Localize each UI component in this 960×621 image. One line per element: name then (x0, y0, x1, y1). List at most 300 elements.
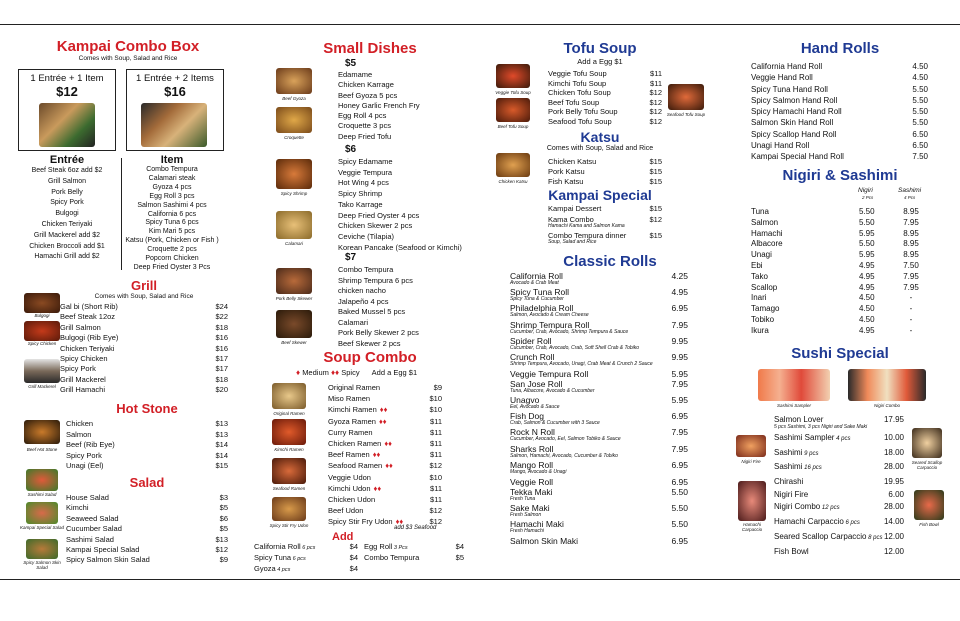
item-price: 5.50 (912, 107, 928, 117)
chili-icon: ♦♦ (372, 450, 381, 460)
item-desc: Cucumber, Avocado, Eel, Salmon Tobiko & Sauce (510, 436, 621, 443)
item-name-wrap (774, 461, 822, 474)
item-name: Cucumber Salad (66, 524, 122, 534)
kampai-special-item (548, 215, 662, 229)
combo-sub: Comes with Soup, Salad and Rice (78, 55, 178, 62)
item-qty: 8 pcs (866, 534, 883, 541)
item-name: Gal bi (Short Rib) (60, 302, 118, 311)
roll-item (510, 272, 688, 286)
item-price: $15 (649, 167, 662, 176)
item-name-wrap (510, 380, 595, 394)
small-dish-item: Croquette 3 pcs (338, 121, 391, 131)
chili-icon: ♦♦ (379, 405, 388, 415)
price-5-header: $5 (345, 58, 357, 69)
combo-box-photo (39, 103, 95, 147)
item-name: Seafood Ramen (328, 461, 383, 471)
salad-item (66, 535, 228, 545)
sushi-special-item (774, 546, 904, 557)
item-name: Kimchi Udon (328, 483, 371, 493)
hand-roll-item (751, 72, 928, 83)
item-list: Item Combo Tempura Calamari steak Gyoza 4 pcs Egg Roll 3 pcs Salmon Sashimi 4 pcs California 6 pcs Spicy Tuna 6 pcs Kim Mari 5 pcs Katsu (Pork, Chicken or Fish ) Croquette 2 pcs Popcorn Chicken Deep Fried Oyster 3 Pcs (122, 154, 222, 273)
entree-item: Spicy Pork (50, 199, 84, 207)
item-price: 7.95 (671, 319, 688, 330)
katsu-section: Katsu Comes with Soup, Salad and Rice (546, 129, 654, 152)
item-name: Chicken Tofu Soup (548, 88, 611, 98)
chili-icon: ♦♦ (373, 483, 382, 493)
classic-rolls-list (510, 272, 688, 547)
roll-item (510, 536, 688, 547)
item-name: San Jose Roll (510, 378, 563, 389)
item-price: $10 (429, 472, 442, 482)
small-dish-item: Tako Karrage (338, 199, 383, 209)
item-name: Beef Udon (328, 506, 364, 516)
item-name-wrap (510, 488, 553, 502)
item-name: Spicy Pork (60, 364, 96, 374)
item-name-wrap (510, 337, 639, 351)
item-name-wrap (774, 489, 808, 500)
item-name: Sashimi Salad (66, 534, 114, 544)
small-dish-item: Spicy Shrimp (338, 189, 383, 199)
item-name: Philadelphia Roll (510, 303, 574, 314)
item-price: $5 (455, 553, 464, 562)
add-left-list (254, 542, 358, 575)
soup-item (328, 460, 442, 471)
entree-item: Pork Belly (51, 188, 83, 196)
nigiri-item (751, 250, 923, 261)
item-name: Mango Roll (510, 459, 553, 470)
item-name: Fish Bowl (774, 546, 809, 556)
item-name: Chicken (66, 419, 94, 428)
sashimi-price: - (909, 304, 913, 314)
item-name: Veggie Udon (328, 472, 371, 482)
item-price: $3 (219, 493, 228, 502)
small-dish-item: Egg Roll 4 pcs (338, 111, 387, 121)
sushi-special-item (774, 447, 904, 460)
roll-item (510, 337, 688, 351)
item-name-wrap (548, 215, 625, 229)
item-name: Tako (751, 271, 768, 281)
item-name: Tekka Maki (510, 486, 553, 497)
item-qty: 4 pcs (834, 436, 851, 442)
small-7-list (338, 265, 419, 349)
item-name: Spicy Hamachi Hand Roll (751, 107, 842, 117)
soup-list (328, 382, 442, 528)
item-desc: Salmon, Hamachi, Avocado, Cucumber & Tobiko (510, 452, 618, 459)
item-name: Tamago (751, 304, 780, 314)
add-item (254, 553, 358, 564)
nigiri-list (751, 207, 923, 337)
item-name-wrap (774, 546, 809, 557)
hand-roll-item (751, 117, 928, 128)
item-name-wrap (510, 396, 559, 410)
item-name: Spicy Salmon Skin Salad (66, 555, 150, 565)
item-name: Ebi (751, 260, 763, 270)
item-price: 6.95 (671, 411, 688, 422)
item-price: 6.50 (912, 129, 928, 139)
item-price: $10 (429, 405, 442, 415)
item-name: Chicken Ramen (328, 439, 382, 449)
roll-item (510, 504, 688, 518)
nigiri-item (751, 293, 923, 304)
item-price: 4.95 (671, 287, 688, 298)
small-dish-item: Calamari (338, 317, 369, 327)
katsu-item (548, 167, 662, 177)
chili-icon: ♦♦ (385, 461, 393, 471)
small-dish-item: Ceviche (Tilapia) (338, 231, 394, 241)
price-6-header: $6 (345, 144, 357, 155)
entree-item: Grill Mackerel add $2 (33, 231, 101, 239)
item-name: Kimchi Ramen (328, 405, 377, 415)
item-name-wrap (328, 382, 380, 393)
item-name: Kama Combo (548, 215, 594, 224)
nigiri-item (751, 229, 923, 240)
grill-mackerel-photo (24, 359, 60, 383)
combo-item: Croquette 2 pcs (147, 246, 197, 254)
item-name-wrap (548, 204, 601, 213)
small-6-list (338, 157, 462, 253)
grill-item (60, 354, 228, 364)
item-name-wrap (510, 536, 578, 547)
nigiri-item (751, 315, 923, 326)
item-price: 17.95 (883, 415, 904, 424)
soup-item (328, 449, 442, 460)
sashimi-price: 7.50 (903, 260, 919, 270)
item-price: 7.50 (912, 152, 928, 162)
original-ramen-photo (272, 383, 306, 409)
small-dish-item: Veggie Tempura (338, 167, 393, 177)
beef-tofu-photo (496, 98, 530, 122)
kampai-special-section: Kampai Special (548, 187, 652, 203)
item-desc: 5 pcs Sashimi, 3 pcs Nigiri and Sake Maki (774, 424, 868, 430)
item-name: Beef Steak 12oz (60, 312, 116, 322)
kampai-salad-photo (26, 502, 58, 524)
hand-rolls-section: Hand Rolls (800, 40, 880, 57)
item-name: Combo Tempura (364, 553, 420, 562)
item-name: Original Ramen (328, 383, 381, 392)
item-name: Grill Hamachi (60, 385, 106, 395)
item-name: Kimchi Tofu Soup (548, 78, 607, 88)
item-name: Gyoza (254, 564, 276, 573)
item-name: Salmon (66, 429, 92, 439)
item-name-wrap (510, 304, 589, 318)
small-dish-item: Pork Belly Skewer 2 pcs (338, 328, 419, 337)
salad-item (66, 514, 228, 524)
sushi-special-item (774, 416, 904, 430)
item-name-wrap (254, 542, 315, 553)
item-qty: 6 pcs (300, 545, 316, 551)
item-price: $11 (430, 450, 442, 460)
roll-item (510, 461, 688, 475)
nigiri-item (751, 304, 923, 315)
item-qty: 3 Pcs (392, 545, 408, 551)
small-dish-item: Chicken Karrage (338, 80, 394, 90)
small-dish-item: Beef Gyoza 5 pcs (338, 90, 398, 100)
item-qty: 9 pcs (802, 450, 819, 457)
item-price: $11 (430, 416, 442, 426)
item-name-wrap (774, 476, 803, 487)
nigiri-price: 4.95 (859, 271, 875, 281)
item-desc: Fresh Tuna (510, 495, 536, 502)
item-name: Inari (751, 293, 767, 303)
nigiri-price: 4.50 (859, 304, 875, 314)
nigiri-section: Nigiri & Sashimi (782, 167, 898, 184)
item-price: 4.50 (912, 73, 928, 83)
item-price: $15 (649, 177, 662, 186)
roll-item (510, 488, 688, 502)
item-name: Veggie Hand Roll (751, 73, 813, 83)
combo-box-2: 1 Entrée + 2 Items $16 (126, 69, 224, 151)
sashimi-price: 7.95 (903, 271, 919, 281)
price-7-header: $7 (345, 252, 357, 263)
item-name: Beef (Rib Eye) (66, 440, 115, 450)
katsu-item (548, 157, 662, 167)
tofu-item (548, 117, 662, 127)
entree-list: Entrée Beef Steak 6oz add $2 Grill Salmon Pork Belly Spicy Pork Bulgogi Chicken Teriyaki Grill Mackerel add $2 Chicken Broccoli add $1 Hamachi Grill add $2 (18, 154, 116, 263)
item-price: $10 (429, 394, 442, 404)
item-name-wrap (774, 531, 883, 544)
nigiri-price: 4.95 (859, 260, 875, 270)
item-qty: 16 pcs (802, 465, 822, 472)
item-name: California Roll (510, 271, 563, 281)
item-price: 6.95 (671, 536, 688, 547)
small-dish-item: Combo Tempura (338, 265, 394, 274)
item-price: $22 (215, 312, 228, 322)
add-item (364, 553, 464, 563)
item-name: Spicy Pork (66, 450, 102, 460)
item-name: Nigiri Fire (774, 489, 809, 499)
item-name: Scallop (751, 282, 778, 292)
small-dish-item: Korean Pancake (Seafood or Kimchi) (338, 242, 462, 252)
roll-item (510, 396, 688, 410)
roll-item (510, 353, 688, 367)
small-5-list (338, 70, 420, 142)
item-qty: 12 pcs (820, 505, 840, 512)
item-name: Spicy Tuna Roll (510, 287, 570, 298)
spicy-shrimp-photo (276, 159, 312, 189)
combo-section (18, 38, 238, 62)
soup-item (328, 483, 442, 494)
item-name: Nigiri Combo (774, 502, 821, 512)
item-name: Spicy Tuna (254, 553, 292, 562)
seafood-tofu-photo (668, 84, 704, 110)
item-price: $11 (430, 495, 442, 505)
bulgogi-photo (24, 293, 60, 313)
roll-item (510, 520, 688, 534)
nigiri-price: 5.95 (859, 228, 875, 238)
sushi-special-item (774, 489, 904, 500)
sushi-special-item (774, 461, 904, 474)
item-name: Unagvo (510, 395, 540, 406)
item-name-wrap (328, 483, 381, 494)
item-price: $11 (430, 427, 442, 437)
item-price: $4 (349, 564, 358, 573)
item-price: 5.50 (912, 118, 928, 128)
nigiri-price: 5.50 (859, 239, 875, 249)
roll-item (510, 288, 688, 302)
hotstone-section: Hot Stone Chicken $13 Salmon $13 Beef (Rib Eye) $14 Spicy Pork $14 Unagi (Eel) $15 (66, 401, 228, 471)
hotstone-item (66, 451, 228, 462)
item-desc: Soup, Salad and Rice (548, 239, 597, 245)
item-name: Unagi (751, 250, 772, 260)
item-name-wrap (510, 412, 600, 426)
beef-gyoza-photo (276, 68, 312, 94)
combo-item: Calamari steak (148, 174, 196, 182)
item-price: $9 (219, 555, 228, 565)
grill-item (60, 312, 228, 322)
item-name: Chicken Katsu (548, 157, 597, 166)
item-name: Pork Katsu (548, 167, 585, 176)
soup-item (328, 472, 442, 483)
soup-item (328, 427, 442, 438)
item-name-wrap (510, 445, 618, 459)
grill-item (60, 385, 228, 395)
item-name-wrap (328, 416, 387, 427)
item-price: $13 (215, 429, 228, 439)
item-name-wrap (364, 553, 419, 563)
combo-box-1: 1 Entrée + 1 Item $12 (18, 69, 116, 151)
grill-item (60, 344, 228, 354)
hand-roll-item (751, 106, 928, 117)
combo-item: Salmon Sashimi 4 pcs (137, 201, 207, 209)
item-name: Spicy Scallop Hand Roll (751, 129, 837, 139)
item-price: $17 (215, 354, 228, 364)
item-name-wrap (510, 272, 563, 286)
item-price: $13 (215, 419, 228, 428)
item-name-wrap (510, 353, 653, 367)
katsu-item (548, 177, 662, 187)
item-price: $15 (649, 157, 662, 166)
item-price: $12 (429, 517, 442, 527)
combo-item: Egg Roll 3 pcs (149, 192, 195, 200)
tofu-soup-section: Tofu Soup Add a Egg $1 (563, 40, 637, 66)
tofu-item (548, 88, 662, 98)
add-item (364, 542, 464, 553)
grill-section: Grill Comes with Soup, Salad and Rice Gal bi (Short Rib) $24 Beef Steak 12oz $22 Grill Salmon $18 Bulgogi (Rib Eye) $16 Chicken Teriyaki $16 Spicy Chicken $17 Spicy Pork $17 Grill Mackerel $18 Grill Hamachi $20 (60, 278, 228, 395)
nigiri-item (751, 326, 923, 337)
item-price: $6 (219, 513, 228, 523)
sashimi-price: 8.95 (903, 239, 919, 249)
item-price: 28.00 (883, 462, 904, 472)
item-price: $15 (649, 231, 662, 240)
item-name-wrap (328, 404, 387, 415)
item-name: Shrimp Tempura Roll (510, 319, 590, 330)
entree-item: Grill Salmon (47, 177, 87, 185)
item-desc: Hamachi Kama and Salmon Kama (548, 223, 625, 229)
sushi-special-list (774, 416, 904, 558)
item-name: Salmon Skin Maki (510, 536, 579, 547)
item-name: Grill Mackerel (60, 374, 106, 384)
soup-item (328, 393, 442, 404)
item-name: Gyoza Ramen (328, 416, 376, 426)
item-name-wrap (774, 416, 867, 430)
item-price: 5.95 (671, 369, 688, 380)
kampai-special-list (548, 204, 662, 247)
item-qty: 6 pcs (291, 556, 306, 562)
nigiri-price: 4.95 (859, 325, 875, 335)
item-name-wrap (254, 564, 290, 575)
soup-item (328, 382, 442, 393)
nigiri-item (751, 261, 923, 272)
item-price: 6.50 (912, 141, 928, 151)
hand-roll-item (751, 61, 928, 72)
seared-scallop-photo (912, 428, 942, 458)
item-price: $11 (430, 483, 442, 493)
item-name-wrap (774, 432, 850, 445)
item-name-wrap (328, 472, 371, 483)
item-name: Spicy Salmon Hand Roll (751, 95, 838, 105)
item-price: $13 (215, 534, 228, 544)
combo-item: Popcorn Chicken (145, 255, 199, 263)
chili-icon: ♦♦ (378, 416, 387, 426)
item-name: Sashimi (774, 462, 803, 472)
item-price: $4 (349, 542, 358, 551)
item-name: Beef Ramen (328, 450, 370, 460)
fish-bowl-photo (914, 490, 944, 520)
soup-combo-section: Soup Combo (323, 349, 417, 366)
item-desc: Fresh Salmon (510, 512, 542, 518)
item-desc: Spicy Tuna & Cucumber (510, 296, 564, 303)
combo-item: Combo Tempura (146, 166, 198, 173)
item-name: Kampai Special Hand Roll (751, 152, 844, 162)
item-name-wrap (548, 231, 626, 245)
roll-item (510, 380, 688, 394)
item-name-wrap (328, 505, 363, 516)
item-price: $14 (215, 440, 228, 450)
grill-item (60, 302, 228, 312)
item-name: Salmon Skin Hand Roll (751, 118, 834, 128)
spicy-chicken-photo (24, 321, 60, 341)
nigiri-price: 5.95 (859, 250, 875, 260)
item-name: Pork Belly Tofu Soup (548, 107, 618, 117)
item-name: Sake Maki (510, 503, 550, 513)
entree-item: Hamachi Grill add $2 (34, 253, 100, 261)
item-name-wrap (510, 520, 564, 534)
item-price: 6.95 (671, 303, 688, 314)
small-dish-item: Deep Fried Oyster 4 pcs (338, 210, 420, 220)
item-name: Unagi Hand Roll (751, 141, 810, 151)
sushi-special-section: Sushi Special (791, 345, 889, 362)
item-name-wrap (328, 516, 403, 527)
item-name: House Salad (66, 493, 109, 502)
item-price: 10.00 (883, 433, 904, 442)
item-name-wrap (510, 428, 621, 442)
roll-item (510, 412, 688, 426)
item-desc: Salmon, Avocado & Cream Cheese (510, 312, 589, 319)
item-name: Grill Salmon (60, 322, 101, 332)
item-price: $12 (649, 97, 662, 107)
item-price: 28.00 (883, 502, 904, 512)
item-name: Kimchi (66, 503, 89, 513)
item-price: $12 (215, 545, 228, 555)
item-price: 6.95 (671, 459, 688, 470)
nigiri-combo-photo (848, 369, 926, 401)
item-name: Spicy Chicken (60, 354, 108, 364)
classic-rolls-section: Classic Rolls (563, 253, 657, 270)
item-name: Hamachi Carpaccio (774, 517, 844, 527)
item-price: 4.50 (912, 62, 928, 71)
salad-item (66, 503, 228, 513)
item-price: $5 (219, 524, 228, 534)
nigiri-price: 4.50 (859, 293, 875, 303)
item-name: Seafood Tofu Soup (548, 116, 612, 126)
item-price: $11 (430, 439, 442, 449)
item-name: Sashimi (774, 447, 803, 457)
small-dish-item: Jalapeño 4 pcs (338, 296, 389, 306)
item-price: $18 (215, 322, 228, 332)
item-name-wrap (510, 461, 566, 475)
katsu-list (548, 157, 662, 187)
item-name: Salmon (751, 217, 779, 227)
